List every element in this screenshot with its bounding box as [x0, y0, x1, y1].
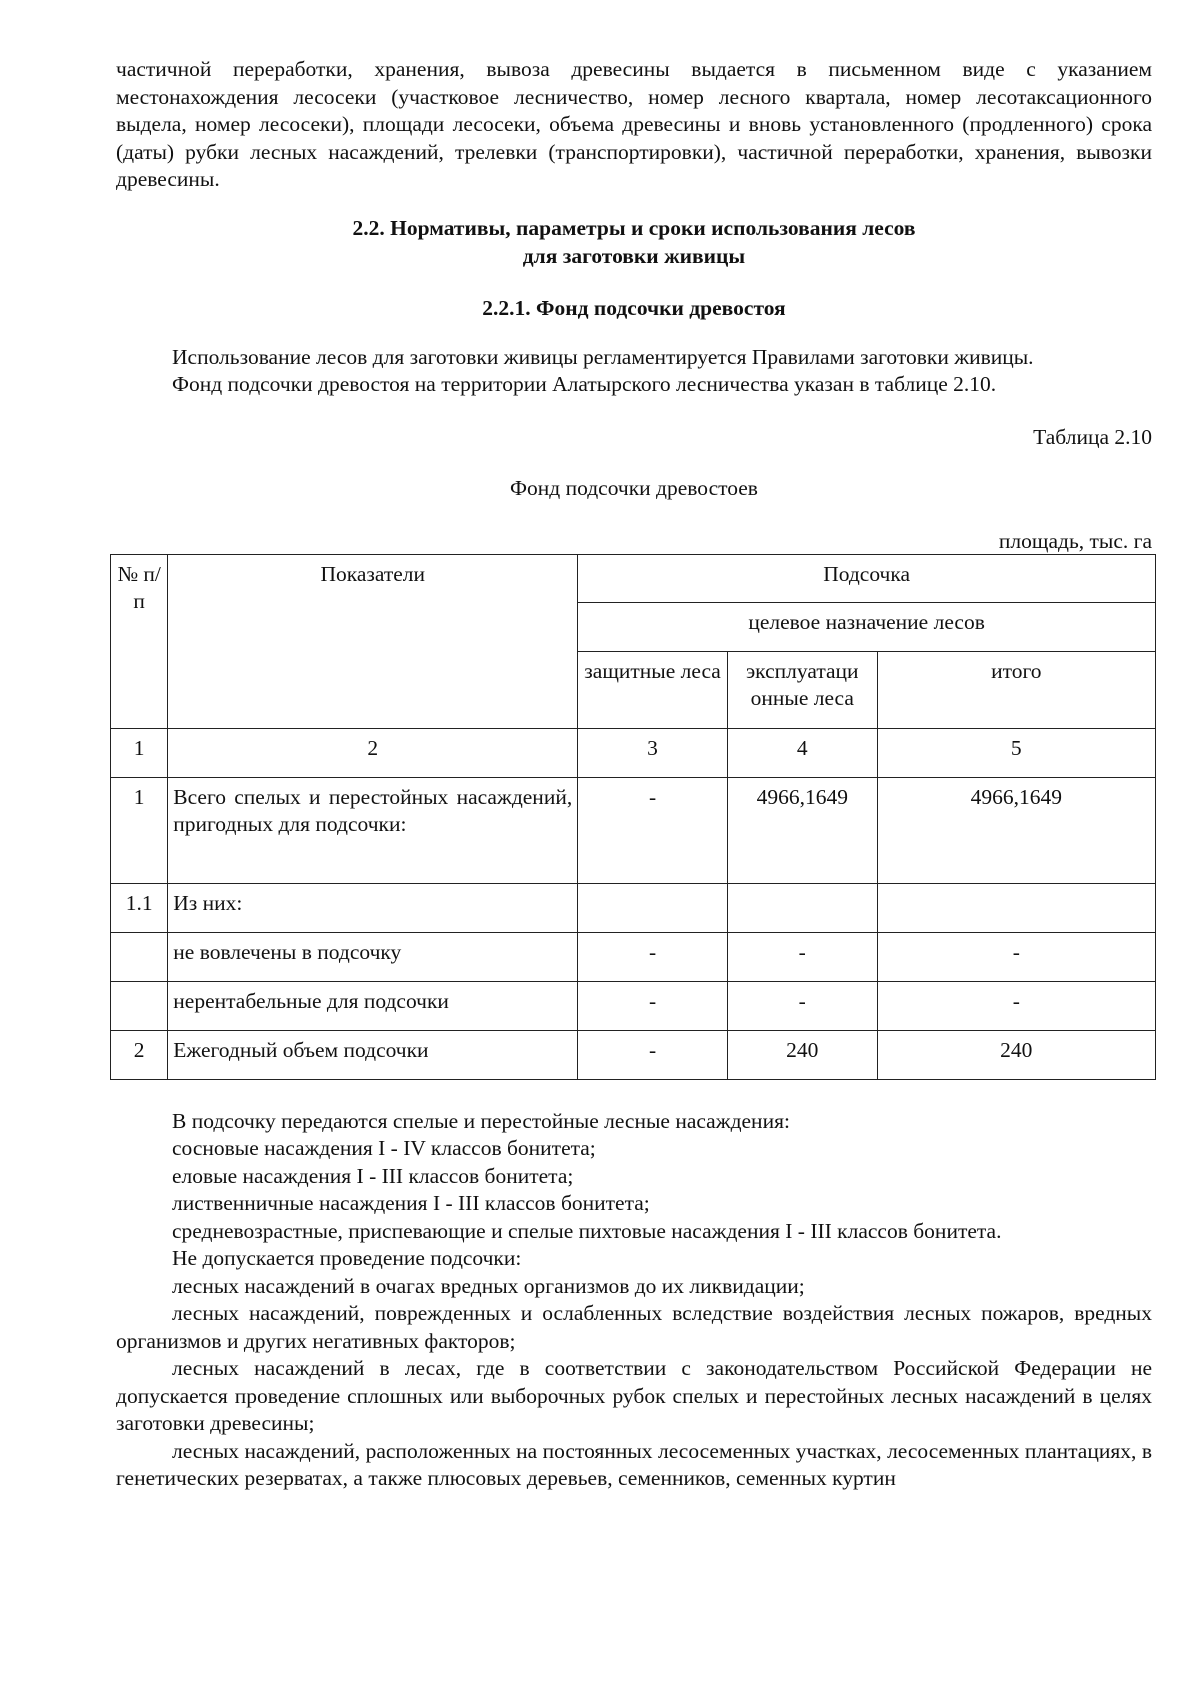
- row-total: -: [877, 981, 1155, 1030]
- intro-line-1: Использование лесов для заготовки живицы регламентируется Правилами заготовки живицы.: [172, 344, 1034, 369]
- row-protective: -: [578, 932, 728, 981]
- row-label: Ежегодный объем подсочки: [168, 1030, 578, 1079]
- header-exploitation: эксплуатаци онные леса: [727, 651, 877, 728]
- row-exploitation: -: [727, 932, 877, 981]
- row-num: [111, 932, 168, 981]
- column-number: 1: [111, 728, 168, 777]
- list-line: лиственничные насаждения I - III классов бонитета;: [172, 1191, 650, 1215]
- row-exploitation: [727, 883, 877, 932]
- table-label: Таблица 2.10: [1033, 424, 1152, 449]
- row-num: 2: [111, 1030, 168, 1079]
- row-protective: -: [578, 1030, 728, 1079]
- row-label: нерентабельные для подсочки: [168, 981, 578, 1030]
- fund-table: [110, 554, 1156, 1080]
- row-num: [111, 981, 168, 1030]
- list-line: В подсочку передаются спелые и перестойные лесные насаждения:: [172, 1108, 790, 1133]
- top-paragraph: частичной переработки, хранения, вывоза древесины выдается в письменном виде с указанием местонахождения лесосеки (участковое лесничество, номер лесного квартала, номер лесотаксационного выдела, номер лесосеки), площади лесосеки, объема древесины и вновь установленного (продленного) срока (даты) рубки лесных насаждений, трелевки (транспортировки), частичной переработки, хранения, вывозки древесины.: [116, 57, 1152, 191]
- row-protective: -: [578, 777, 728, 883]
- header-purpose: целевое назначение лесов: [578, 602, 1156, 651]
- row-exploitation: 240: [727, 1030, 877, 1079]
- subsection-heading: 2.2.1. Фонд подсочки древостоя: [482, 295, 786, 320]
- row-total: [877, 883, 1155, 932]
- row-total: 240: [877, 1030, 1155, 1079]
- header-protective: защитные леса: [578, 651, 728, 728]
- table-row: [111, 1030, 1156, 1079]
- list-line: еловые насаждения I - III классов бонитета;: [172, 1163, 574, 1188]
- table-title: Фонд подсочки древостоев: [510, 475, 758, 500]
- row-total: -: [877, 932, 1155, 981]
- document-page: [116, 56, 1152, 1493]
- table-row: [111, 981, 1156, 1030]
- list-line: лесных насаждений в очагах вредных организмов до их ликвидации;: [172, 1273, 805, 1298]
- row-num: 1.1: [111, 883, 168, 932]
- list-line: средневозрастные, приспевающие и спелые пихтовые насаждения I - III классов бонитета.: [172, 1218, 1002, 1243]
- list-line: Не допускается проведение подсочки:: [172, 1246, 522, 1270]
- row-label: Всего спелых и перестойных насаждений, пригодных для подсочки:: [168, 777, 578, 883]
- table-units: площадь, тыс. га: [998, 528, 1152, 553]
- closing-paragraph-3: лесных насаждений, расположенных на постоянных лесосеменных участках, лесосеменных плантациях, в генетических резерватах, а также плюсовых деревьев, семенников, семенных куртин: [116, 1438, 1152, 1490]
- row-exploitation: 4966,1649: [727, 777, 877, 883]
- row-label: не вовлечены в подсочку: [168, 932, 578, 981]
- section-heading-line2: для заготовки живицы: [522, 243, 746, 268]
- list-line: сосновые насаждения I - IV классов бонитета;: [172, 1136, 596, 1160]
- column-number: 4: [727, 728, 877, 777]
- row-exploitation: -: [727, 981, 877, 1030]
- header-tapping: Подсочка: [578, 554, 1156, 602]
- column-number-row: [111, 728, 1156, 777]
- header-indicators: Показатели: [168, 554, 578, 728]
- row-label: Из них:: [168, 883, 578, 932]
- row-num: 1: [111, 777, 168, 883]
- header-total: итого: [877, 651, 1155, 728]
- table-row: [111, 883, 1156, 932]
- row-protective: [578, 883, 728, 932]
- column-number: 2: [168, 728, 578, 777]
- header-num: № п/п: [111, 554, 168, 728]
- closing-paragraph-1: лесных насаждений, поврежденных и ослабленных вследствие воздействия лесных пожаров, вредных организмов и других негативных факторов;: [116, 1301, 1152, 1353]
- row-protective: -: [578, 981, 728, 1030]
- table-row: [111, 777, 1156, 883]
- section-heading-line1: 2.2. Нормативы, параметры и сроки использования лесов: [352, 215, 916, 240]
- table-row: [111, 932, 1156, 981]
- intro-line-2: Фонд подсочки древостоя на территории Алатырского лесничества указан в таблице 2.10.: [172, 372, 997, 396]
- row-total: 4966,1649: [877, 777, 1155, 883]
- column-number: 3: [578, 728, 728, 777]
- closing-paragraph-2: лесных насаждений в лесах, где в соответствии с законодательством Российской Федерации не допускается проведение сплошных или выборочных рубок спелых и перестойных лесных насаждений в целях заготовки древесины;: [116, 1356, 1152, 1435]
- column-number: 5: [877, 728, 1155, 777]
